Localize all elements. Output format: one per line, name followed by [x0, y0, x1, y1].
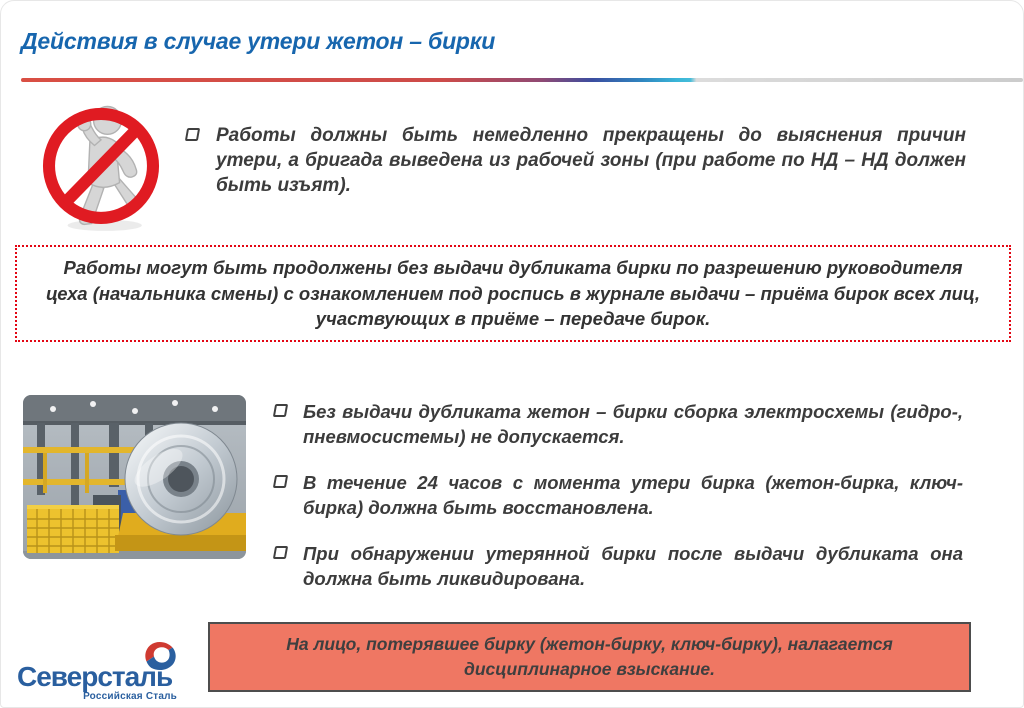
- bullet-square-icon: [185, 128, 200, 141]
- prohibition-person-icon: [36, 97, 166, 233]
- warning-box-text: Работы могут быть продолжены без выдачи дубликата бирки по разрешению руководителя цеха (начальника смены) с ознакомлением под роспись в журнале выдачи – приёма бирок всех лиц, участвующих в приёме – передаче бирок.: [45, 257, 981, 329]
- list-item: [186, 123, 968, 198]
- bullet-text: При обнаружении утерянной бирки после выдачи дубликата она должна быть ликвидирована.: [303, 543, 963, 589]
- title-divider: [21, 78, 1023, 82]
- section1-bullet-list: [186, 123, 968, 198]
- bullet-square-icon: [273, 404, 288, 417]
- list-item: [274, 541, 974, 591]
- bullet-text: Без выдачи дубликата жетон – бирки сборка электросхемы (гидро-, пневмосистемы) не допускается.: [303, 401, 963, 447]
- page-title: Действия в случае утери жетон – бирки: [21, 28, 496, 54]
- section2-bullet-list: [274, 399, 974, 612]
- bullet-square-icon: [273, 546, 288, 559]
- penalty-box: [208, 622, 971, 692]
- severstal-logo: [17, 639, 179, 705]
- list-item: [274, 470, 974, 520]
- bullet-text: Работы должны быть немедленно прекращены до выяснения причин утери, а бригада выведена из рабочей зоны (при работе по НД – НД должен быть изъят).: [216, 125, 966, 196]
- logo-wordmark: Северсталь: [17, 661, 173, 692]
- warning-box: [15, 245, 1011, 342]
- bullet-square-icon: [273, 475, 288, 488]
- bullet-text: В течение 24 часов с момента утери бирка (жетон-бирка, ключ-бирка) должна быть восстановлена.: [303, 472, 963, 518]
- penalty-box-text: На лицо, потерявшее бирку (жетон-бирку, ключ-бирку), налагается дисциплинарное взыскание.: [286, 634, 893, 679]
- logo-subtitle: Российская Сталь: [83, 691, 177, 702]
- list-item: [274, 399, 974, 449]
- steel-coil-factory-photo: [23, 395, 246, 559]
